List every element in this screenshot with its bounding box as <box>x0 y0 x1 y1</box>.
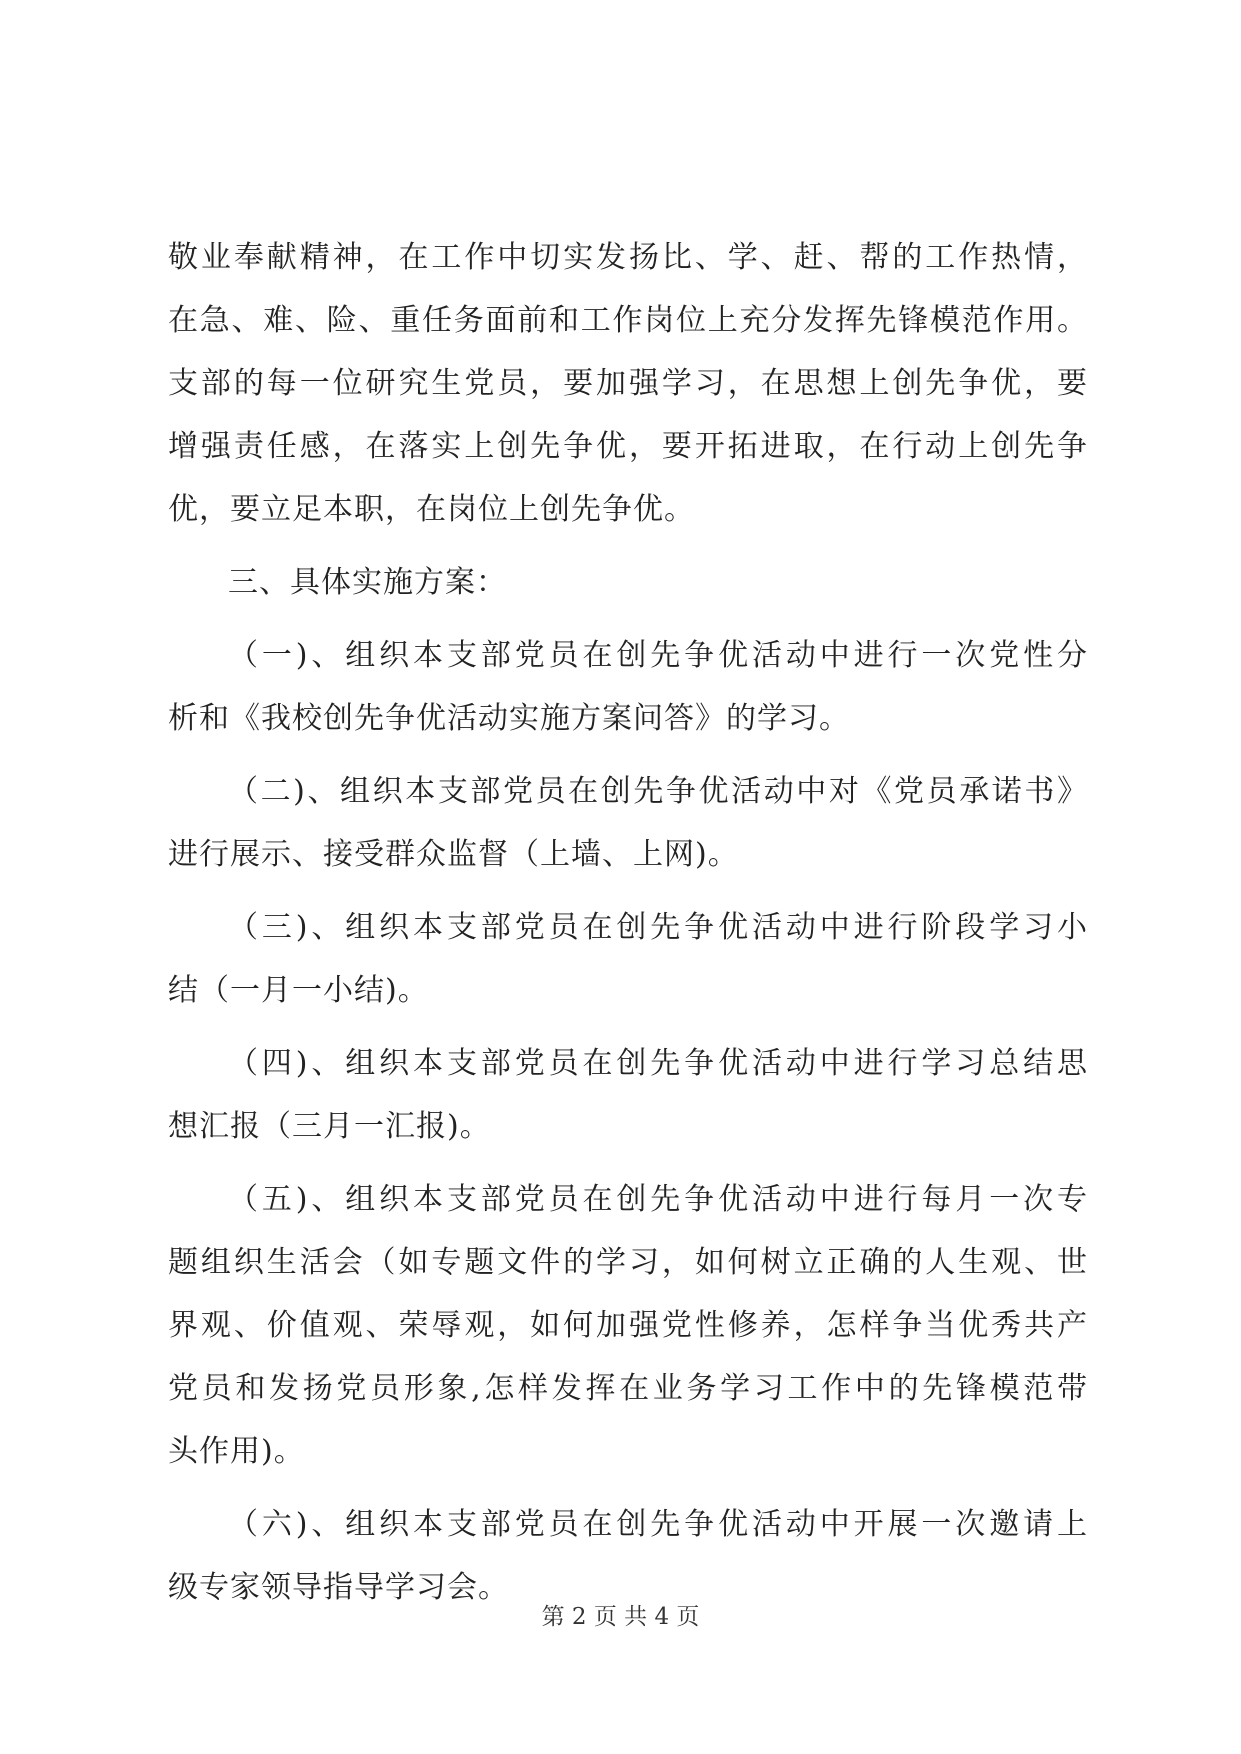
text-line: 析和《我校创先争优活动实施方案问答》的学习。 <box>168 701 850 736</box>
text-line: 头作用)。 <box>168 1434 305 1469</box>
text-line: （四)、组织本支部党员在创先争优活动中进行学习总结思 <box>228 1046 1088 1081</box>
text-line: （六)、组织本支部党员在创先争优活动中开展一次邀请上 <box>228 1507 1088 1542</box>
text-line: 界观、价值观、荣辱观，如何加强党性修养，怎样争当优秀共产 <box>168 1308 1088 1343</box>
text-line: 在急、难、险、重任务面前和工作岗位上充分发挥先锋模范作用。 <box>168 303 1088 338</box>
text-line: （三)、组织本支部党员在创先争优活动中进行阶段学习小 <box>228 910 1088 945</box>
text-line: 题组织生活会（如专题文件的学习，如何树立正确的人生观、世 <box>168 1245 1088 1280</box>
text-line: 增强责任感，在落实上创先争优，要开拓进取，在行动上创先争 <box>168 429 1088 464</box>
text-line: 党员和发扬党员形象,怎样发挥在业务学习工作中的先锋模范带 <box>168 1371 1088 1406</box>
page-number: 第 2 页 共 4 页 <box>541 1604 700 1630</box>
page-footer <box>0 1598 1241 1631</box>
text-line: （一)、组织本支部党员在创先争优活动中进行一次党性分 <box>228 638 1088 673</box>
text-line: 进行展示、接受群众监督（上墙、上网)。 <box>168 837 739 872</box>
document-body <box>168 226 1088 1619</box>
text-line: 优，要立足本职，在岗位上创先争优。 <box>168 492 695 527</box>
text-line: 结（一月一小结)。 <box>168 973 429 1008</box>
text-line: 支部的每一位研究生党员，要加强学习，在思想上创先争优，要 <box>168 366 1088 401</box>
text-line: 想汇报（三月一汇报)。 <box>168 1109 491 1144</box>
text-line: （五)、组织本支部党员在创先争优活动中进行每月一次专 <box>228 1182 1088 1217</box>
text-line: 级专家领导指导学习会。 <box>168 1570 509 1605</box>
text-line: 敬业奉献精神，在工作中切实发扬比、学、赶、帮的工作热情， <box>168 240 1088 275</box>
text-line: （二)、组织本支部党员在创先争优活动中对《党员承诺书》 <box>228 774 1088 809</box>
section-heading: 三、具体实施方案： <box>228 565 507 600</box>
